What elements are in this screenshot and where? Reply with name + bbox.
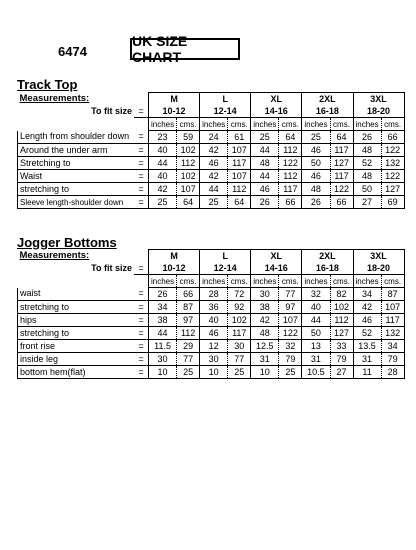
cell-inches: 46 xyxy=(200,327,228,340)
cell-inches: 32 xyxy=(302,288,330,301)
cell-inches: 12.5 xyxy=(251,340,279,353)
cell-inches: 11 xyxy=(353,366,381,379)
fit-size-value: 10-12 xyxy=(149,262,200,275)
cell-inches: 46 xyxy=(251,183,279,196)
cell-cms: 64 xyxy=(279,131,302,144)
row-label: stretching to xyxy=(18,183,135,196)
cell-cms: 112 xyxy=(279,144,302,157)
equals-sign: = xyxy=(134,157,149,170)
fit-size-row xyxy=(18,105,405,118)
cell-inches: 25 xyxy=(302,131,330,144)
cell-cms: 66 xyxy=(381,131,404,144)
cell-cms: 77 xyxy=(228,353,251,366)
cell-cms: 102 xyxy=(177,170,200,183)
cell-cms: 77 xyxy=(177,353,200,366)
cell-inches: 46 xyxy=(302,170,330,183)
row-label: Stretching to xyxy=(18,157,135,170)
cell-inches: 40 xyxy=(149,144,177,157)
unit-inches: inches xyxy=(200,118,228,131)
cell-cms: 87 xyxy=(177,301,200,314)
units-spacer xyxy=(18,118,149,131)
cell-cms: 112 xyxy=(177,327,200,340)
unit-inches: inches xyxy=(200,275,228,288)
cell-cms: 33 xyxy=(330,340,353,353)
cell-cms: 132 xyxy=(381,157,404,170)
fit-size-value: 14-16 xyxy=(251,105,302,118)
row-label: waist xyxy=(18,288,135,301)
table-row xyxy=(18,170,405,183)
cell-cms: 107 xyxy=(177,183,200,196)
cell-inches: 27 xyxy=(353,196,381,209)
size-label: 2XL xyxy=(302,250,353,263)
unit-cms: cms. xyxy=(381,275,404,288)
fit-size-value: 10-12 xyxy=(149,105,200,118)
size-header-row xyxy=(18,93,405,106)
equals-sign: = xyxy=(134,262,149,275)
cell-cms: 28 xyxy=(381,366,404,379)
fit-size-label: To fit size xyxy=(91,105,132,116)
cell-inches: 40 xyxy=(149,170,177,183)
equals-sign: = xyxy=(134,105,149,118)
cell-cms: 107 xyxy=(381,301,404,314)
table-row xyxy=(18,301,405,314)
section-title-jogger-bottoms: Jogger Bottoms xyxy=(17,235,117,250)
units-spacer xyxy=(18,275,149,288)
row-label: inside leg xyxy=(18,353,135,366)
cell-cms: 117 xyxy=(330,170,353,183)
equals-sign: = xyxy=(134,131,149,144)
fit-size-value: 18-20 xyxy=(353,262,404,275)
cell-inches: 23 xyxy=(149,131,177,144)
row-label: stretching to xyxy=(18,301,135,314)
equals-sign: = xyxy=(134,301,149,314)
cell-inches: 34 xyxy=(353,288,381,301)
unit-cms: cms. xyxy=(228,118,251,131)
size-label: L xyxy=(200,93,251,106)
cell-inches: 30 xyxy=(149,353,177,366)
row-label: stretching to xyxy=(18,327,135,340)
size-header-row xyxy=(18,250,405,263)
cell-inches: 48 xyxy=(251,157,279,170)
fit-size-value: 12-14 xyxy=(200,262,251,275)
table-row xyxy=(18,366,405,379)
cell-cms: 64 xyxy=(177,196,200,209)
units-row xyxy=(18,275,405,288)
cell-inches: 50 xyxy=(353,183,381,196)
table-row xyxy=(18,353,405,366)
cell-cms: 79 xyxy=(279,353,302,366)
cell-cms: 107 xyxy=(228,144,251,157)
cell-inches: 42 xyxy=(251,314,279,327)
unit-inches: inches xyxy=(149,275,177,288)
unit-inches: inches xyxy=(353,118,381,131)
cell-inches: 26 xyxy=(251,196,279,209)
cell-inches: 48 xyxy=(353,144,381,157)
cell-inches: 38 xyxy=(149,314,177,327)
cell-cms: 127 xyxy=(381,183,404,196)
cell-cms: 127 xyxy=(330,157,353,170)
unit-inches: inches xyxy=(302,118,330,131)
unit-cms: cms. xyxy=(381,118,404,131)
fit-size-value: 14-16 xyxy=(251,262,302,275)
cell-inches: 44 xyxy=(251,170,279,183)
table-row xyxy=(18,131,405,144)
cell-cms: 112 xyxy=(228,183,251,196)
cell-inches: 42 xyxy=(353,301,381,314)
cell-inches: 26 xyxy=(353,131,381,144)
row-label: Sleeve length-shoulder down xyxy=(18,196,135,209)
cell-inches: 40 xyxy=(200,314,228,327)
size-table-jogger-bottoms xyxy=(17,249,405,379)
table-row xyxy=(18,144,405,157)
fit-size-value: 18-20 xyxy=(353,105,404,118)
cell-cms: 122 xyxy=(330,183,353,196)
equals-sign: = xyxy=(134,327,149,340)
cell-cms: 117 xyxy=(381,314,404,327)
fit-size-row xyxy=(18,262,405,275)
cell-cms: 27 xyxy=(330,366,353,379)
unit-cms: cms. xyxy=(330,118,353,131)
row-label: Around the under arm xyxy=(18,144,135,157)
cell-inches: 30 xyxy=(200,353,228,366)
unit-cms: cms. xyxy=(228,275,251,288)
cell-inches: 42 xyxy=(149,183,177,196)
cell-cms: 92 xyxy=(228,301,251,314)
cell-inches: 48 xyxy=(251,327,279,340)
cell-cms: 66 xyxy=(177,288,200,301)
measurements-label: Measurements: xyxy=(19,250,90,262)
product-code: 6474 xyxy=(58,44,87,59)
cell-cms: 79 xyxy=(330,353,353,366)
cell-inches: 10 xyxy=(251,366,279,379)
cell-cms: 107 xyxy=(228,170,251,183)
size-label: XL xyxy=(251,250,302,263)
measurements-label: Measurements: xyxy=(19,93,90,105)
unit-inches: inches xyxy=(353,275,381,288)
row-label: Length from shoulder down xyxy=(18,131,135,144)
cell-cms: 69 xyxy=(381,196,404,209)
cell-inches: 25 xyxy=(149,196,177,209)
cell-inches: 42 xyxy=(200,170,228,183)
cell-inches: 46 xyxy=(353,314,381,327)
table-row xyxy=(18,157,405,170)
cell-cms: 34 xyxy=(381,340,404,353)
equals-sign: = xyxy=(134,288,149,301)
cell-inches: 31 xyxy=(353,353,381,366)
cell-inches: 25 xyxy=(200,196,228,209)
cell-inches: 50 xyxy=(302,327,330,340)
cell-inches: 11.5 xyxy=(149,340,177,353)
equals-sign: = xyxy=(134,144,149,157)
unit-cms: cms. xyxy=(330,275,353,288)
size-label: 3XL xyxy=(353,250,404,263)
unit-inches: inches xyxy=(251,275,279,288)
size-label: XL xyxy=(251,93,302,106)
cell-cms: 30 xyxy=(228,340,251,353)
equals-sign: = xyxy=(134,196,149,209)
units-row xyxy=(18,118,405,131)
cell-cms: 102 xyxy=(330,301,353,314)
cell-cms: 117 xyxy=(228,157,251,170)
cell-cms: 107 xyxy=(279,314,302,327)
cell-inches: 40 xyxy=(302,301,330,314)
cell-inches: 26 xyxy=(149,288,177,301)
unit-inches: inches xyxy=(302,275,330,288)
size-table-track-top xyxy=(17,92,405,209)
cell-inches: 28 xyxy=(200,288,228,301)
cell-inches: 50 xyxy=(302,157,330,170)
cell-cms: 32 xyxy=(279,340,302,353)
cell-cms: 66 xyxy=(279,196,302,209)
cell-cms: 112 xyxy=(330,314,353,327)
cell-cms: 29 xyxy=(177,340,200,353)
cell-inches: 34 xyxy=(149,301,177,314)
cell-cms: 64 xyxy=(228,196,251,209)
equals-sign: = xyxy=(134,183,149,196)
cell-inches: 52 xyxy=(353,157,381,170)
unit-inches: inches xyxy=(149,118,177,131)
cell-cms: 59 xyxy=(177,131,200,144)
page-title: UK SIZE CHART xyxy=(130,38,240,60)
cell-inches: 31 xyxy=(302,353,330,366)
equals-sign: = xyxy=(134,353,149,366)
cell-cms: 64 xyxy=(330,131,353,144)
cell-cms: 122 xyxy=(381,144,404,157)
cell-cms: 25 xyxy=(228,366,251,379)
cell-cms: 102 xyxy=(177,144,200,157)
cell-inches: 13.5 xyxy=(353,340,381,353)
cell-inches: 44 xyxy=(149,327,177,340)
cell-cms: 25 xyxy=(177,366,200,379)
cell-cms: 66 xyxy=(330,196,353,209)
cell-inches: 48 xyxy=(302,183,330,196)
equals-sign: = xyxy=(134,170,149,183)
unit-cms: cms. xyxy=(177,275,200,288)
equals-sign: = xyxy=(134,314,149,327)
table-row xyxy=(18,327,405,340)
cell-cms: 102 xyxy=(228,314,251,327)
cell-cms: 117 xyxy=(279,183,302,196)
cell-inches: 46 xyxy=(302,144,330,157)
cell-inches: 10.5 xyxy=(302,366,330,379)
unit-cms: cms. xyxy=(177,118,200,131)
cell-inches: 44 xyxy=(200,183,228,196)
table-row xyxy=(18,314,405,327)
size-label: M xyxy=(149,93,200,106)
fit-size-value: 12-14 xyxy=(200,105,251,118)
size-label: 3XL xyxy=(353,93,404,106)
cell-inches: 10 xyxy=(149,366,177,379)
cell-cms: 79 xyxy=(381,353,404,366)
row-label: front rise xyxy=(18,340,135,353)
cell-inches: 44 xyxy=(251,144,279,157)
unit-cms: cms. xyxy=(279,275,302,288)
section-title-track-top: Track Top xyxy=(17,77,78,92)
cell-inches: 44 xyxy=(149,157,177,170)
cell-inches: 38 xyxy=(251,301,279,314)
cell-cms: 127 xyxy=(330,327,353,340)
cell-inches: 44 xyxy=(302,314,330,327)
cell-cms: 112 xyxy=(177,157,200,170)
cell-inches: 31 xyxy=(251,353,279,366)
cell-cms: 97 xyxy=(177,314,200,327)
fit-size-value: 16-18 xyxy=(302,105,353,118)
size-label: L xyxy=(200,250,251,263)
fit-size-label: To fit size xyxy=(91,262,132,273)
row-label: Waist xyxy=(18,170,135,183)
cell-cms: 72 xyxy=(228,288,251,301)
cell-inches: 25 xyxy=(251,131,279,144)
fit-size-value: 16-18 xyxy=(302,262,353,275)
cell-cms: 117 xyxy=(330,144,353,157)
cell-cms: 87 xyxy=(381,288,404,301)
cell-inches: 42 xyxy=(200,144,228,157)
cell-inches: 10 xyxy=(200,366,228,379)
table-row xyxy=(18,340,405,353)
cell-cms: 97 xyxy=(279,301,302,314)
cell-cms: 117 xyxy=(228,327,251,340)
cell-inches: 46 xyxy=(200,157,228,170)
cell-cms: 25 xyxy=(279,366,302,379)
unit-cms: cms. xyxy=(279,118,302,131)
size-label: 2XL xyxy=(302,93,353,106)
size-label: M xyxy=(149,250,200,263)
row-label: hips xyxy=(18,314,135,327)
cell-inches: 36 xyxy=(200,301,228,314)
equals-sign: = xyxy=(134,366,149,379)
cell-cms: 122 xyxy=(279,327,302,340)
unit-inches: inches xyxy=(251,118,279,131)
table-row xyxy=(18,288,405,301)
cell-inches: 13 xyxy=(302,340,330,353)
table-row xyxy=(18,196,405,209)
cell-inches: 12 xyxy=(200,340,228,353)
cell-inches: 52 xyxy=(353,327,381,340)
row-label: bottom hem(flat) xyxy=(18,366,135,379)
equals-sign: = xyxy=(134,340,149,353)
cell-cms: 77 xyxy=(279,288,302,301)
cell-cms: 61 xyxy=(228,131,251,144)
cell-cms: 122 xyxy=(279,157,302,170)
cell-inches: 26 xyxy=(302,196,330,209)
cell-inches: 30 xyxy=(251,288,279,301)
cell-cms: 122 xyxy=(381,170,404,183)
cell-inches: 48 xyxy=(353,170,381,183)
cell-cms: 82 xyxy=(330,288,353,301)
table-row xyxy=(18,183,405,196)
cell-cms: 132 xyxy=(381,327,404,340)
cell-cms: 112 xyxy=(279,170,302,183)
cell-inches: 24 xyxy=(200,131,228,144)
